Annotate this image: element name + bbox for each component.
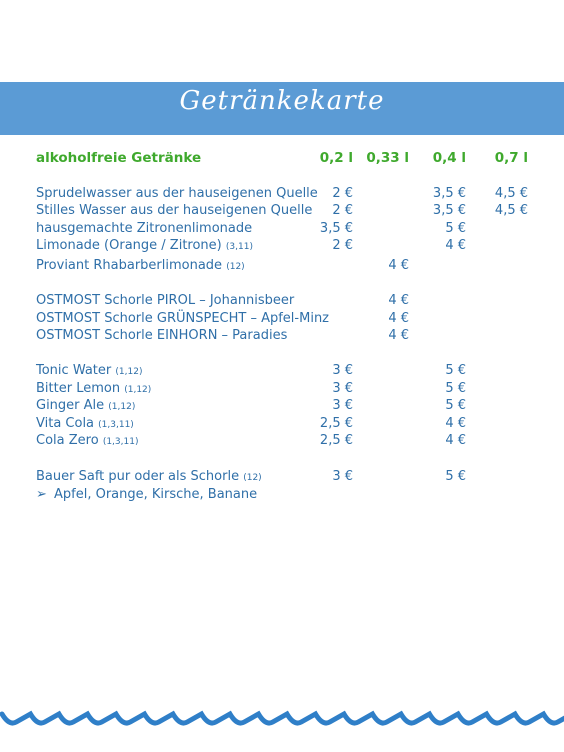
price-0-2: 2 € (332, 238, 353, 253)
drink-row (0, 292, 564, 310)
drink-row (0, 257, 564, 275)
price-0-2: 2 € (332, 186, 353, 201)
price-0-4: 4 € (445, 433, 466, 448)
price-0-4: 5 € (445, 363, 466, 378)
drink-row (0, 380, 564, 398)
price-0-2: 3 € (332, 398, 353, 413)
price-0-4: 4 € (445, 238, 466, 253)
section-header (0, 149, 564, 167)
price-0-4: 5 € (445, 398, 466, 413)
menu-title: Getränkekarte (179, 86, 385, 116)
drink-row (0, 237, 564, 255)
allergen-note: (12) (243, 473, 262, 483)
saft-varieties (0, 486, 564, 504)
size-0-2: 0,2 l (319, 150, 353, 166)
allergen-note: (1,12) (108, 402, 136, 412)
drink-name: OSTMOST Schorle PIROL – Johannisbeer (36, 293, 295, 308)
drink-name: OSTMOST Schorle GRÜNSPECHT – Apfel-Minz (36, 311, 330, 326)
price-0-2: 2,5 € (319, 416, 353, 431)
drink-name: Vita Cola (1,3,11) (36, 416, 134, 431)
price-0-33: 4 € (388, 328, 409, 343)
size-0-4: 0,4 l (432, 150, 466, 166)
size-0-33: 0,33 l (366, 150, 409, 166)
category-label: alkoholfreie Getränke (36, 150, 202, 166)
size-0-7: 0,7 l (494, 150, 528, 166)
price-0-2: 2,5 € (319, 433, 353, 448)
drink-name: hausgemachte Zitronenlimonade (36, 221, 253, 236)
drink-name: Stilles Wasser aus der hauseigenen Quelle (36, 203, 313, 218)
drink-row (0, 432, 564, 450)
price-0-2: 3 € (332, 469, 353, 484)
price-0-7: 4,5 € (494, 203, 528, 218)
wave-border (0, 706, 564, 730)
price-0-4: 5 € (445, 469, 466, 484)
title-banner (0, 82, 564, 135)
drink-name: Bitter Lemon (1,12) (36, 381, 152, 396)
allergen-note: (1,12) (124, 385, 152, 395)
price-0-4: 5 € (445, 221, 466, 236)
price-0-7: 4,5 € (494, 186, 528, 201)
price-0-33: 4 € (388, 258, 409, 273)
drink-row (0, 362, 564, 380)
price-0-2: 3,5 € (319, 221, 353, 236)
price-0-4: 5 € (445, 381, 466, 396)
drink-row (0, 468, 564, 486)
price-0-4: 3,5 € (432, 186, 466, 201)
price-0-33: 4 € (388, 293, 409, 308)
price-0-4: 3,5 € (432, 203, 466, 218)
price-0-33: 4 € (388, 311, 409, 326)
drink-name: Sprudelwasser aus der hauseigenen Quelle (36, 186, 318, 201)
drink-row (0, 327, 564, 345)
drink-name: Tonic Water (1,12) (36, 363, 143, 378)
allergen-note: (1,3,11) (98, 420, 134, 430)
price-0-2: 3 € (332, 381, 353, 396)
saft-varieties-text: Apfel, Orange, Kirsche, Banane (54, 487, 258, 502)
drink-row (0, 220, 564, 238)
drink-row (0, 415, 564, 433)
drink-row (0, 397, 564, 415)
drink-row (0, 202, 564, 220)
drink-row (0, 310, 564, 328)
price-0-4: 4 € (445, 416, 466, 431)
price-0-2: 2 € (332, 203, 353, 218)
allergen-note: (1,12) (115, 367, 143, 377)
drink-name: Proviant Rhabarberlimonade (12) (36, 258, 245, 273)
allergen-note: (3,11) (225, 242, 253, 252)
drink-name: Bauer Saft pur oder als Schorle (12) (36, 469, 262, 484)
arrow-bullet-icon: ➢ (36, 487, 47, 502)
drink-name: Limonade (Orange / Zitrone) (3,11) (36, 238, 253, 253)
allergen-note: (1,3,11) (102, 437, 139, 447)
drink-name: Ginger Ale (1,12) (36, 398, 136, 413)
price-0-2: 3 € (332, 363, 353, 378)
drink-name: OSTMOST Schorle EINHORN – Paradies (36, 328, 288, 343)
allergen-note: (12) (226, 262, 245, 272)
drink-row (0, 185, 564, 203)
drink-name: Cola Zero (1,3,11) (36, 433, 139, 448)
